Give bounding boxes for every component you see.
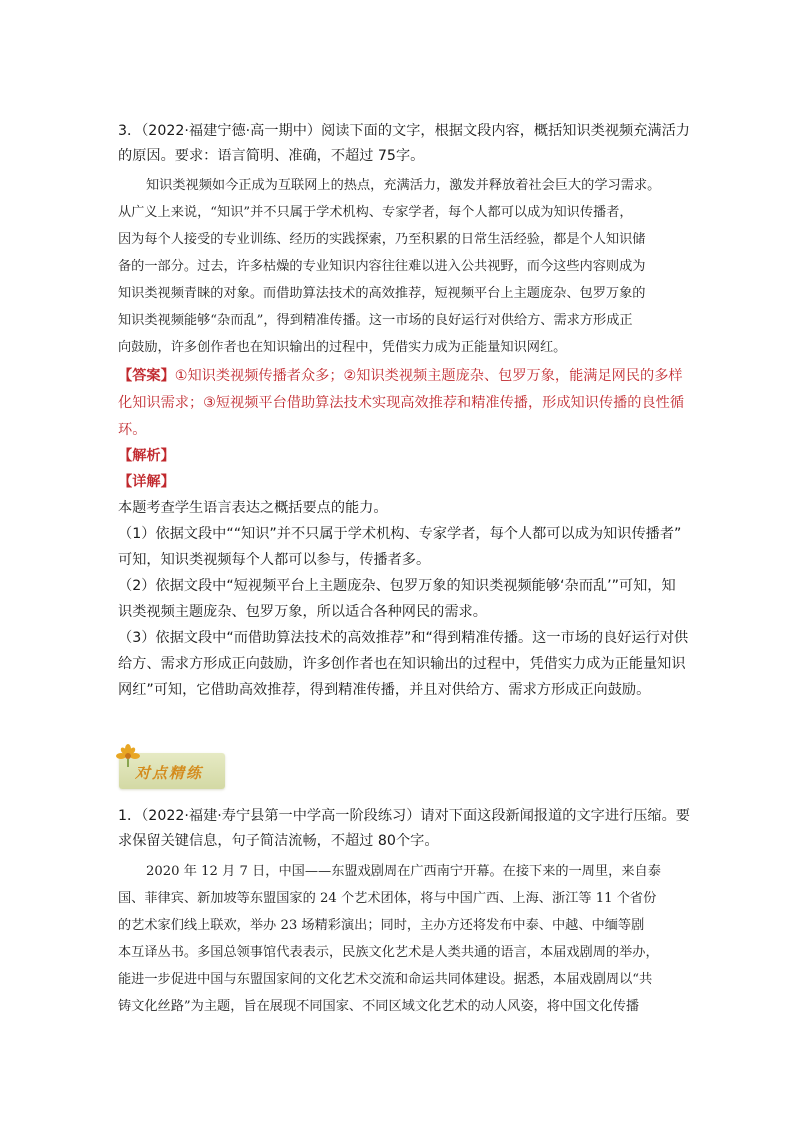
passage-line: 因为每个人接受的专业训练、经历的实践探索，乃至积累的日常生活经验，都是个人知识储 <box>118 232 646 247</box>
news-line: 2020 年 12 月 7 日，中国——东盟戏剧周在广西南宁开幕。在接下来的一周里，来自泰 <box>146 864 661 879</box>
detail-tag: 【详解】 <box>118 474 175 490</box>
explanation-line: （3）依据文段中“而借助算法技术的高效推荐”和“得到精准传播。这一市场的良好运行对供 <box>118 630 689 646</box>
passage-line: 备的一部分。过去，许多枯燥的专业知识内容往往难以进入公共视野，而今这些内容则成为 <box>118 259 646 274</box>
analysis-tag: 【解析】 <box>118 448 175 464</box>
passage-line: 向鼓励，许多创作者也在知识输出的过程中，凭借实力成为正能量知识网红。 <box>118 340 567 355</box>
answer-tag: 【答案】 <box>118 368 175 384</box>
question-3-line-2: 的原因。要求：语言简明、准确，不超过 75字。 <box>118 148 425 164</box>
section-badge <box>119 753 225 789</box>
explanation-line: 给方、需求方形成正向鼓励，许多创作者也在知识输出的过程中，凭借实力成为正能量知识 <box>118 656 686 672</box>
news-line: 国、菲律宾、新加坡等东盟国家的 24 个艺术团体，将与中国广西、上海、浙江等 11 个省份 <box>118 891 657 906</box>
passage-line: 从广义上来说，“知识”并不只属于学术机构、专家学者，每个人都可以成为知识传播者， <box>118 205 633 220</box>
news-line: 能进一步促进中国与东盟国家间的文化艺术交流和命运共同体建设。据悉，本届戏剧周以“共 <box>118 972 653 987</box>
passage-line: 知识类视频如今正成为互联网上的热点，充满活力，激发并释放着社会巨大的学习需求。 <box>146 178 661 193</box>
explanation-line: 网红”可知，它借助高效推荐，得到精准传播，并且对供给方、需求方形成正向鼓励。 <box>118 682 651 698</box>
answer-line-2: 化知识需求；③短视频平台借助算法技术实现高效推荐和精准传播，形成知识传播的良性循 <box>118 395 685 411</box>
news-line: 的艺术家们线上联欢，举办 23 场精彩演出；同时，主办方还将发布中泰、中越、中缅等剧 <box>118 918 645 933</box>
passage-line: 知识类视频青睐的对象。而借助算法技术的高效推荐，短视频平台上主题庞杂、包罗万象的 <box>118 286 646 301</box>
answer-text: ①知识类视频传播者众多；②知识类视频主题庞杂、包罗万象，能满足网民的多样 <box>174 368 683 384</box>
news-line: 本互译丛书。多国总领事馆代表表示，民族文化艺术是人类共通的语言，本届戏剧周的举办， <box>118 945 659 960</box>
explanation-line: （2）依据文段中“短视频平台上主题庞杂、包罗万象的知识类视频能够‘杂而乱’”可知，知 <box>118 578 676 594</box>
explanation-line: 可知，知识类视频每个人都可以参与，传播者多。 <box>118 552 431 568</box>
question-1-line-2: 求保留关键信息，句子简洁流畅，不超过 80个字。 <box>118 833 439 849</box>
explanation-line: （1）依据文段中““知识”并不只属于学术机构、专家学者，每个人都可以成为知识传播者” <box>118 526 682 542</box>
answer-line-3: 环。 <box>118 422 147 438</box>
news-line: 铸文化丝路”为主题，旨在展现不同国家、不同区域文化艺术的动人风姿，将中国文化传播 <box>118 999 640 1014</box>
passage-line: 知识类视频能够“杂而乱”，得到精准传播。这一市场的良好运行对供给方、需求方形成正 <box>118 313 633 328</box>
explanation-intro: 本题考查学生语言表达之概括要点的能力。 <box>118 500 388 516</box>
question-3-line-1: 3．（2022·福建宁德·高一期中）阅读下面的文字，根据文段内容，概括知识类视频充满活力 <box>118 123 690 139</box>
answer-line-1 <box>118 366 683 386</box>
question-1-line-1: 1．（2022·福建·寿宁县第一中学高一阶段练习）请对下面这段新闻报道的文字进行压缩。要 <box>118 808 690 824</box>
explanation-line: 识类视频主题庞杂、包罗万象，所以适合各种网民的需求。 <box>118 604 487 620</box>
section-badge-label: 对点精练 <box>135 764 204 782</box>
